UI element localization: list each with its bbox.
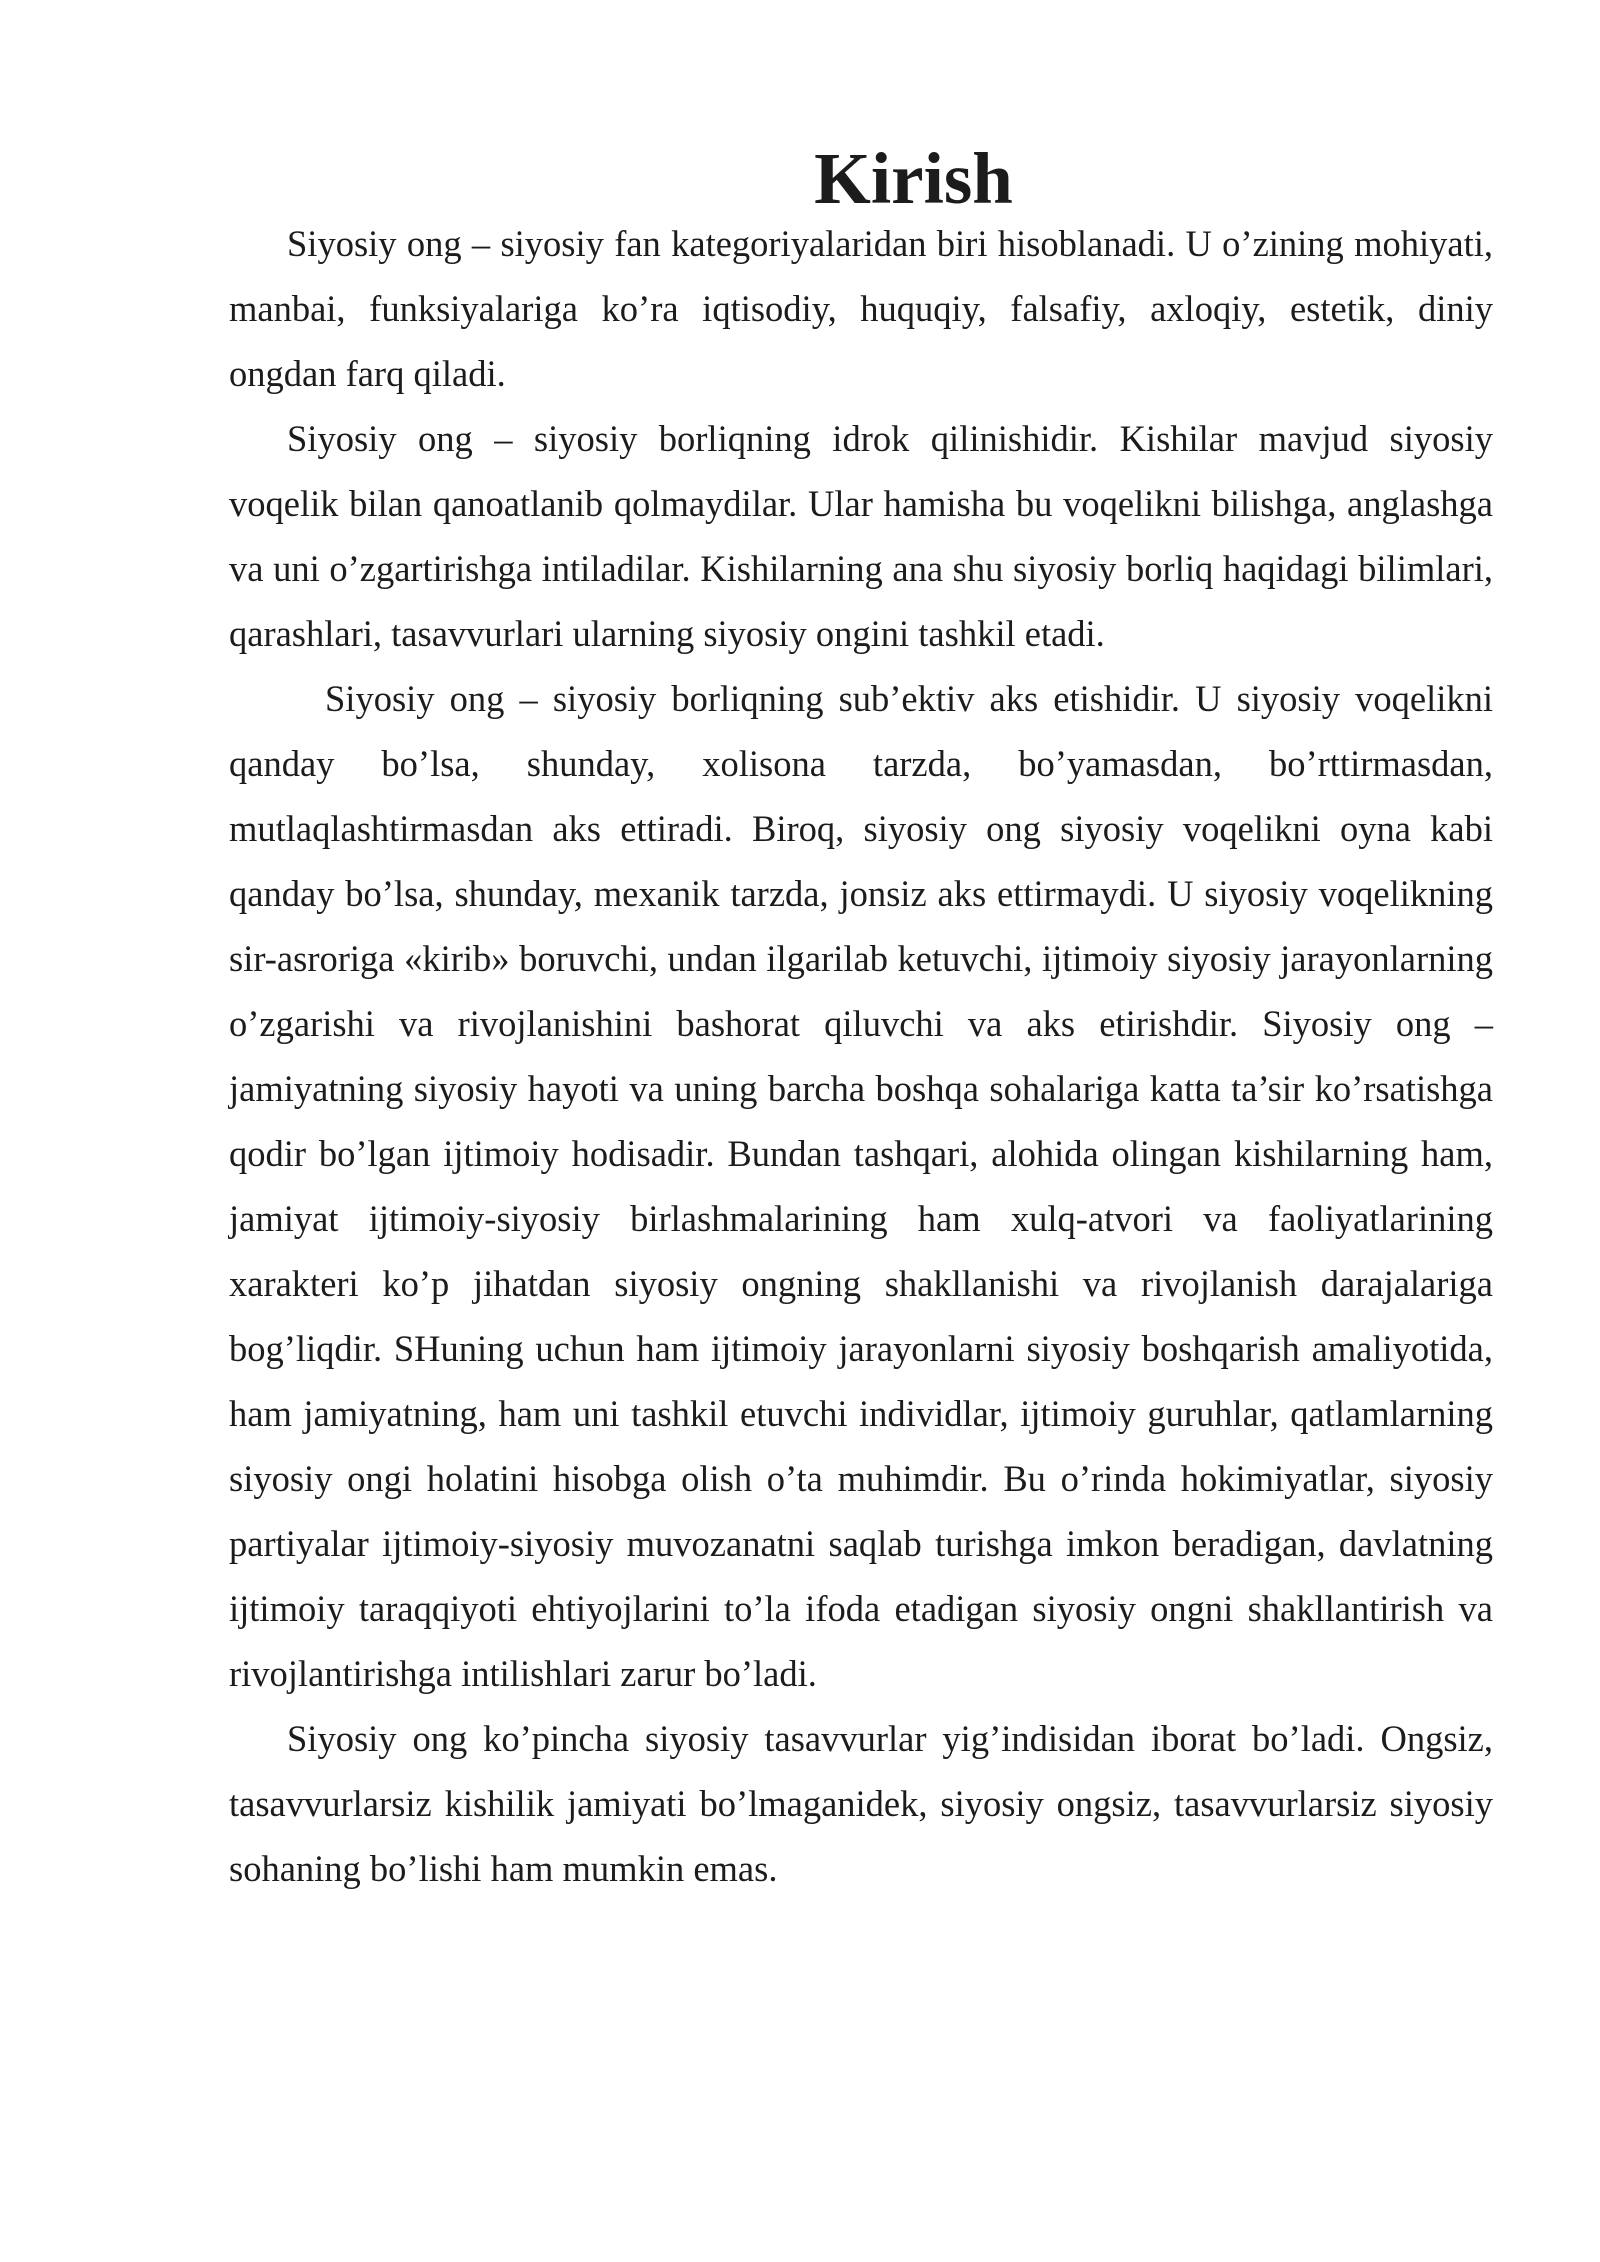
paragraph-2: Siyosiy ong – siyosiy borliqning idrok qilinishidir. Kishilar mavjud siyosiy voqelik bilan qanoatlanib qolmaydilar. Ular hamisha bu voqelikni bilishga, anglashga va uni o’zgartirishga intiladilar. Kishilarning ana shu siyosiy borliq haqidagi bilimlari, qarashlari, tasavvurlari ularning siyosiy ongini tashkil etadi.	[229, 418, 1493, 654]
document-body	[229, 138, 1493, 1901]
paragraph-3: Siyosiy ong – siyosiy borliqning sub’ektiv aks etishidir. U siyosiy voqelikni qanday bo’lsa, shunday, xolisona tarzda, bo’yamasdan, bo’rttirmasdan, mutlaqlashtirmasdan aks ettiradi. Biroq, siyosiy ong siyosiy voqelikni oyna kabi qanday bo’lsa, shunday, mexanik tarzda, jonsiz aks ettirmaydi. U siyosiy voqelikning sir-asroriga «kirib» boruvchi, undan ilgarilab ketuvchi, ijtimoiy siyosiy jarayonlarning o’zgarishi va rivojlanishini bashorat qiluvchi va aks etirishdir. Siyosiy ong – jamiyatning siyosiy hayoti va uning barcha boshqa sohalariga katta ta’sir ko’rsatishga qodir bo’lgan ijtimoiy hodisadir. Bundan tashqari, alohida olingan kishilarning ham, jamiyat ijtimoiy-siyosiy birlashmalarining ham xulq-atvori va faoliyatlarining xarakteri ko’p jihatdan siyosiy ongning shakllanishi va rivojlanish darajalariga bog’liqdir. SHuning uchun ham ijtimoiy jarayonlarni siyosiy boshqarish amaliyotida, ham jamiyatning, ham uni tashkil etuvchi individlar, ijtimoiy guruhlar, qatlamlarning siyosiy ongi holatini hisobga olish o’ta muhimdir. Bu o’rinda hokimiyatlar, siyosiy partiyalar ijtimoiy-siyosiy muvozanatni saqlab turishga imkon beradigan, davlatning ijtimoiy taraqqiyoti ehtiyojlarini to’la ifoda etadigan siyosiy ongni shakllantirish va rivojlantirishga intilishlari zarur bo’ladi.	[229, 678, 1493, 1694]
paragraph-1: Siyosiy ong – siyosiy fan kategoriyalaridan biri hisoblanadi. U o’zining mohiyati, manbai, funksiyalariga ko’ra iqtisodiy, huquqiy, falsafiy, axloqiy, estetik, diniy ongdan farq qiladi.	[229, 223, 1493, 394]
paragraph-4: Siyosiy ong ko’pincha siyosiy tasavvurlar yig’indisidan iborat bo’ladi. Ongsiz, tasavvurlarsiz kishilik jamiyati bo’lmaganidek, siyosiy ongsiz, tasavvurlarsiz siyosiy sohaning bo’lishi ham mumkin emas.	[229, 1718, 1493, 1889]
page-title: Kirish	[814, 138, 1013, 219]
